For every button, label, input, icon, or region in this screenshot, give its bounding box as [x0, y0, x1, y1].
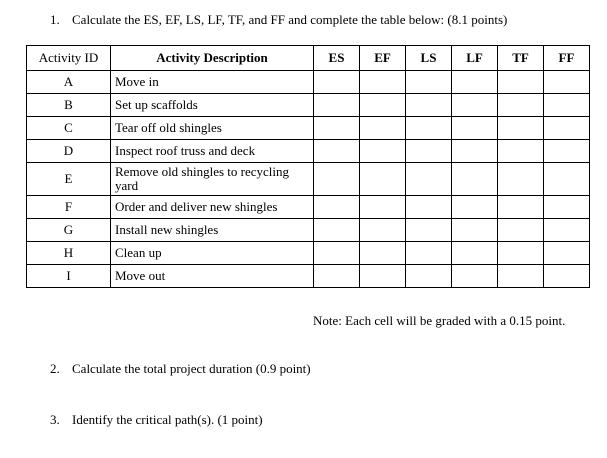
activity-id-cell: C — [27, 117, 111, 140]
ef-cell — [360, 117, 406, 140]
lf-cell — [452, 265, 498, 288]
es-cell — [314, 196, 360, 219]
ls-cell — [406, 242, 452, 265]
ff-cell — [544, 163, 590, 196]
table-row — [27, 117, 590, 140]
question-text: Calculate the total project duration (0.9 point) — [72, 361, 311, 376]
lf-cell — [452, 196, 498, 219]
table-row — [27, 71, 590, 94]
activity-description-cell: Order and deliver new shingles — [111, 196, 314, 219]
ls-cell — [406, 140, 452, 163]
question-2 — [50, 361, 311, 377]
question-number: 1. — [50, 12, 60, 27]
tf-cell — [498, 163, 544, 196]
lf-cell — [452, 94, 498, 117]
table-row — [27, 140, 590, 163]
question-text: Calculate the ES, EF, LS, LF, TF, and FF and complete the table below: (8.1 points) — [72, 12, 508, 27]
activity-id-cell: A — [27, 71, 111, 94]
question-text: Identify the critical path(s). (1 point) — [72, 412, 263, 427]
activity-description-cell: Inspect roof truss and deck — [111, 140, 314, 163]
grading-note: Note: Each cell will be graded with a 0.15 point. — [313, 313, 566, 328]
ff-cell — [544, 196, 590, 219]
tf-cell — [498, 242, 544, 265]
lf-cell — [452, 242, 498, 265]
lf-cell — [452, 117, 498, 140]
table-row — [27, 94, 590, 117]
lf-cell — [452, 71, 498, 94]
es-cell — [314, 219, 360, 242]
lf-cell — [452, 163, 498, 196]
table-row — [27, 196, 590, 219]
es-cell — [314, 71, 360, 94]
es-cell — [314, 242, 360, 265]
schedule-table — [26, 45, 590, 288]
question-3 — [50, 412, 263, 428]
ef-cell — [360, 265, 406, 288]
ls-cell — [406, 219, 452, 242]
tf-cell — [498, 196, 544, 219]
header-lf: LF — [452, 46, 498, 71]
ef-cell — [360, 71, 406, 94]
ff-cell — [544, 94, 590, 117]
header-es: ES — [314, 46, 360, 71]
activity-description-cell: Move out — [111, 265, 314, 288]
table-row — [27, 163, 590, 196]
activity-id-cell: H — [27, 242, 111, 265]
ef-cell — [360, 94, 406, 117]
activity-description-cell: Clean up — [111, 242, 314, 265]
tf-cell — [498, 71, 544, 94]
question-number: 2. — [50, 361, 60, 376]
ff-cell — [544, 242, 590, 265]
activity-id-cell: I — [27, 265, 111, 288]
es-cell — [314, 265, 360, 288]
ls-cell — [406, 117, 452, 140]
tf-cell — [498, 117, 544, 140]
header-ff: FF — [544, 46, 590, 71]
activity-id-cell: E — [27, 163, 111, 196]
header-tf: TF — [498, 46, 544, 71]
ef-cell — [360, 219, 406, 242]
activity-id-cell: G — [27, 219, 111, 242]
activity-description-cell: Set up scaffolds — [111, 94, 314, 117]
activity-description-cell: Install new shingles — [111, 219, 314, 242]
es-cell — [314, 140, 360, 163]
ls-cell — [406, 196, 452, 219]
ff-cell — [544, 140, 590, 163]
lf-cell — [452, 219, 498, 242]
ff-cell — [544, 117, 590, 140]
ef-cell — [360, 140, 406, 163]
ff-cell — [544, 219, 590, 242]
table-row — [27, 242, 590, 265]
ls-cell — [406, 71, 452, 94]
ff-cell — [544, 265, 590, 288]
tf-cell — [498, 140, 544, 163]
header-ef: EF — [360, 46, 406, 71]
ef-cell — [360, 163, 406, 196]
question-1 — [50, 12, 507, 28]
activity-id-cell: D — [27, 140, 111, 163]
activity-id-cell: B — [27, 94, 111, 117]
activity-description-cell: Move in — [111, 71, 314, 94]
header-ls: LS — [406, 46, 452, 71]
question-number: 3. — [50, 412, 60, 427]
ef-cell — [360, 196, 406, 219]
activity-id-cell: F — [27, 196, 111, 219]
es-cell — [314, 94, 360, 117]
ls-cell — [406, 163, 452, 196]
es-cell — [314, 117, 360, 140]
table-row — [27, 219, 590, 242]
table-header-row — [27, 46, 590, 71]
header-activity-description: Activity Description — [111, 46, 314, 71]
ff-cell — [544, 71, 590, 94]
header-activity-id: Activity ID — [27, 46, 111, 71]
activity-description-cell: Tear off old shingles — [111, 117, 314, 140]
tf-cell — [498, 94, 544, 117]
es-cell — [314, 163, 360, 196]
ef-cell — [360, 242, 406, 265]
table-row — [27, 265, 590, 288]
tf-cell — [498, 265, 544, 288]
tf-cell — [498, 219, 544, 242]
lf-cell — [452, 140, 498, 163]
activity-description-cell: Remove old shingles to recycling yard — [111, 163, 314, 196]
ls-cell — [406, 94, 452, 117]
ls-cell — [406, 265, 452, 288]
